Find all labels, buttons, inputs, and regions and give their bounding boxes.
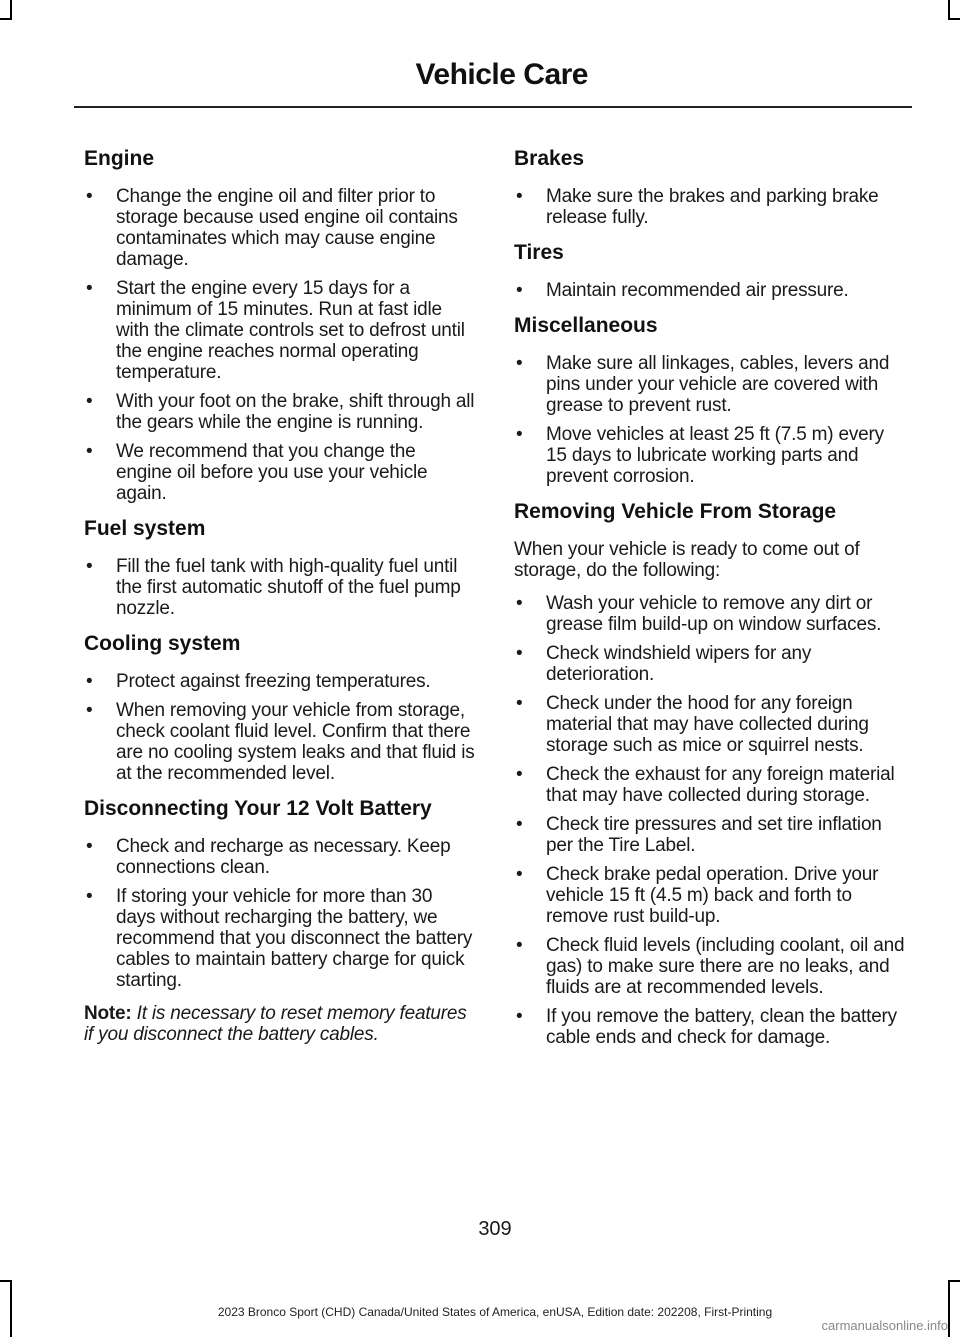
- crop-mark-top-left-h: [0, 18, 12, 20]
- bullet-icon: •: [516, 353, 523, 374]
- list-item-text: Make sure the brakes and parking brake release fully.: [546, 186, 879, 228]
- list-item: [514, 643, 906, 685]
- list-item: [84, 186, 476, 270]
- list-item-text: Wash your vehicle to remove any dirt or grease film build-up on window surfaces.: [546, 593, 882, 635]
- crop-mark-top-right-v: [948, 0, 950, 20]
- list-item: [514, 764, 906, 806]
- fuel-heading: Fuel system: [84, 517, 206, 540]
- battery-list: [84, 836, 476, 991]
- misc-list: [514, 353, 906, 487]
- list-item-text: Make sure all linkages, cables, levers and pins under your vehicle are covered with grease to prevent rust.: [546, 353, 890, 416]
- left-column: [84, 146, 476, 1057]
- list-item-text: Move vehicles at least 25 ft (7.5 m) every 15 days to lubricate working parts and prevent corrosion.: [546, 424, 884, 487]
- list-item: [514, 353, 906, 416]
- battery-section: [84, 796, 476, 1045]
- bullet-icon: •: [86, 556, 93, 577]
- list-item-text: If you remove the battery, clean the battery cable ends and check for damage.: [546, 1006, 897, 1048]
- engine-heading: Engine: [84, 147, 155, 170]
- page-number: 309: [478, 1218, 512, 1240]
- battery-note: [84, 1003, 476, 1045]
- tires-heading: Tires: [514, 241, 564, 264]
- list-item-text: Check tire pressures and set tire inflation per the Tire Label.: [546, 814, 882, 856]
- note-text: It is necessary to reset memory features if you disconnect the battery cables.: [84, 1003, 467, 1045]
- bullet-icon: •: [86, 391, 93, 412]
- list-item: [514, 814, 906, 856]
- engine-list: [84, 186, 476, 504]
- watermark: carmanualsonline.info: [821, 1318, 948, 1333]
- list-item-text: We recommend that you change the engine oil before you use your vehicle again.: [116, 441, 428, 504]
- tires-section: [514, 240, 906, 301]
- bullet-icon: •: [516, 280, 523, 301]
- bullet-icon: •: [86, 700, 93, 721]
- list-item-text: Check under the hood for any foreign material that may have collected during storage such as mice or squirrel nests.: [546, 693, 869, 756]
- tires-list: [514, 280, 906, 301]
- list-item: [514, 864, 906, 927]
- bullet-icon: •: [516, 814, 523, 835]
- engine-section: [84, 146, 476, 504]
- bullet-icon: •: [516, 693, 523, 714]
- bullet-icon: •: [86, 886, 93, 907]
- misc-heading: Miscellaneous: [514, 314, 658, 337]
- brakes-list: [514, 186, 906, 228]
- list-item-text: Check windshield wipers for any deterioration.: [546, 643, 812, 685]
- list-item-text: Check fluid levels (including coolant, oil and gas) to make sure there are no leaks, and fluids are at recommended levels.: [546, 935, 905, 998]
- removing-intro: When your vehicle is ready to come out of storage, do the following:: [514, 539, 860, 581]
- list-item: [514, 593, 906, 635]
- cooling-section: [84, 631, 476, 784]
- header-divider: [74, 106, 912, 108]
- list-item-text: Protect against freezing temperatures.: [116, 671, 431, 692]
- bullet-icon: •: [516, 864, 523, 885]
- bullet-icon: •: [516, 764, 523, 785]
- misc-section: [514, 313, 906, 487]
- list-item-text: Check the exhaust for any foreign material that may have collected during storage.: [546, 764, 895, 806]
- bullet-icon: •: [516, 593, 523, 614]
- crop-mark-bottom-left-h: [0, 1280, 12, 1282]
- crop-mark-top-right-h: [948, 18, 960, 20]
- brakes-section: [514, 146, 906, 228]
- bullet-icon: •: [516, 1006, 523, 1027]
- page-title: Vehicle Care: [415, 58, 588, 91]
- list-item: [84, 700, 476, 784]
- list-item: [514, 280, 906, 301]
- list-item: [84, 886, 476, 991]
- list-item: [84, 556, 476, 619]
- list-item: [84, 391, 476, 433]
- removing-list: [514, 593, 906, 1048]
- list-item-text: Check brake pedal operation. Drive your vehicle 15 ft (4.5 m) back and forth to remove rust build-up.: [546, 864, 879, 927]
- brakes-heading: Brakes: [514, 147, 585, 170]
- cooling-heading: Cooling system: [84, 632, 241, 655]
- crop-mark-bottom-right-h: [948, 1280, 960, 1282]
- list-item: [514, 1006, 906, 1048]
- note-label: Note:: [84, 1003, 132, 1024]
- list-item: [84, 836, 476, 878]
- bullet-icon: •: [516, 643, 523, 664]
- list-item: [84, 671, 476, 692]
- list-item: [84, 441, 476, 504]
- bullet-icon: •: [86, 836, 93, 857]
- bullet-icon: •: [86, 278, 93, 299]
- list-item: [514, 935, 906, 998]
- list-item: [514, 693, 906, 756]
- list-item-text: When removing your vehicle from storage, check coolant fluid level. Confirm that there are no cooling system leaks and that fluid is at the recommended level.: [116, 700, 475, 784]
- list-item-text: Start the engine every 15 days for a minimum of 15 minutes. Run at fast idle with the climate controls set to defrost until the engine reaches normal operating temperature.: [116, 278, 465, 383]
- bullet-icon: •: [86, 671, 93, 692]
- cooling-list: [84, 671, 476, 784]
- list-item-text: If storing your vehicle for more than 30 days without recharging the battery, we recommend that you disconnect the battery cables to maintain battery charge for quick starting.: [116, 886, 473, 991]
- removing-section: [514, 499, 906, 1048]
- footer-edition-info: 2023 Bronco Sport (CHD) Canada/United States of America, enUSA, Edition date: 202208, First-Printing: [217, 1305, 773, 1319]
- bullet-icon: •: [516, 186, 523, 207]
- fuel-list: [84, 556, 476, 619]
- bullet-icon: •: [86, 186, 93, 207]
- right-column: [514, 146, 906, 1060]
- battery-heading: Disconnecting Your 12 Volt Battery: [84, 797, 432, 820]
- bullet-icon: •: [516, 935, 523, 956]
- list-item-text: Change the engine oil and filter prior to storage because used engine oil contains contaminates which may cause engine damage.: [116, 186, 458, 270]
- list-item-text: Fill the fuel tank with high-quality fuel until the first automatic shutoff of the fuel pump nozzle.: [116, 556, 461, 619]
- list-item: [514, 186, 906, 228]
- fuel-section: [84, 516, 476, 619]
- removing-heading: Removing Vehicle From Storage: [514, 500, 837, 523]
- list-item-text: Check and recharge as necessary. Keep connections clean.: [116, 836, 451, 878]
- list-item-text: With your foot on the brake, shift through all the gears while the engine is running.: [116, 391, 475, 433]
- crop-mark-top-left-v: [10, 0, 12, 20]
- bullet-icon: •: [86, 441, 93, 462]
- list-item: [84, 278, 476, 383]
- list-item-text: Maintain recommended air pressure.: [546, 280, 849, 301]
- bullet-icon: •: [516, 424, 523, 445]
- list-item: [514, 424, 906, 487]
